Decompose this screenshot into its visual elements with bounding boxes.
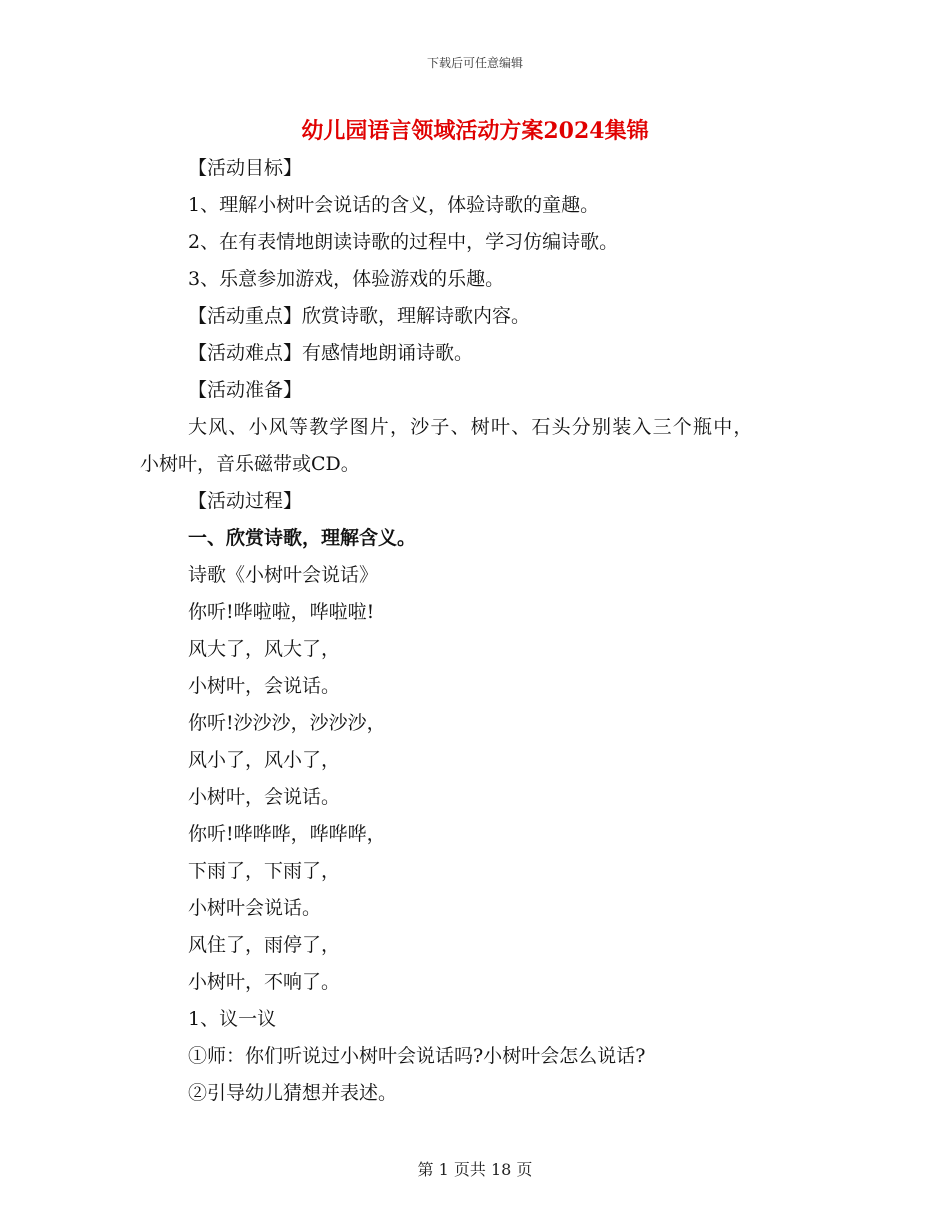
page-footer: 第 1 页共 18 页 [417,1160,533,1179]
section-heading-preparation: 【活动准备】 [188,379,303,401]
section-heading-objectives: 【活动目标】 [188,157,303,179]
poem-line: 下雨了，下雨了， [188,860,341,882]
difficulty: 【活动难点】有感情地朗诵诗歌。 [188,342,474,364]
poem-line: 小树叶，会说话。 [188,675,341,697]
page-header: 下载后可任意编辑 [426,56,523,70]
key-point: 【活动重点】欣赏诗歌，理解诗歌内容。 [188,305,531,327]
poem-line: 小树叶，会说话。 [188,786,341,808]
document-title: 幼儿园语言领域活动方案2024集锦 [301,118,649,144]
objective-item-3: 3、乐意参加游戏，体验游戏的乐趣。 [188,268,505,290]
poem-line: 风住了，雨停了， [188,934,341,956]
sub-step-item-2: ②引导幼儿猜想并表述。 [188,1082,398,1104]
poem-line: 风小了，风小了， [188,749,341,771]
step-heading-1: 一、欣赏诗歌，理解含义。 [188,527,417,549]
poem-title: 诗歌《小树叶会说话》 [188,564,379,586]
poem-line: 你听!沙沙沙，沙沙沙， [188,712,386,734]
document-body [140,150,790,1112]
poem-line: 小树叶，不响了。 [188,971,341,993]
preparation-text-line-1: 大风、小风等教学图片，沙子、树叶、石头分别装入三个瓶中， [188,416,754,438]
poem-line: 你听!哗哗哗，哗哗哗， [188,823,386,845]
sub-step-heading: 1、议一议 [188,1008,277,1030]
preparation-text-line-2: 小树叶，音乐磁带或CD。 [140,453,360,475]
poem-line: 风大了，风大了， [188,638,341,660]
section-heading-process: 【活动过程】 [188,490,303,512]
sub-step-item-1: ①师：你们听说过小树叶会说话吗?小树叶会怎么说话? [188,1045,646,1067]
poem-line: 你听!哗啦啦，哗啦啦! [188,601,375,623]
poem-line: 小树叶会说话。 [188,897,322,919]
objective-item-1: 1、理解小树叶会说话的含义，体验诗歌的童趣。 [188,194,600,216]
objective-item-2: 2、在有表情地朗读诗歌的过程中，学习仿编诗歌。 [188,231,619,253]
